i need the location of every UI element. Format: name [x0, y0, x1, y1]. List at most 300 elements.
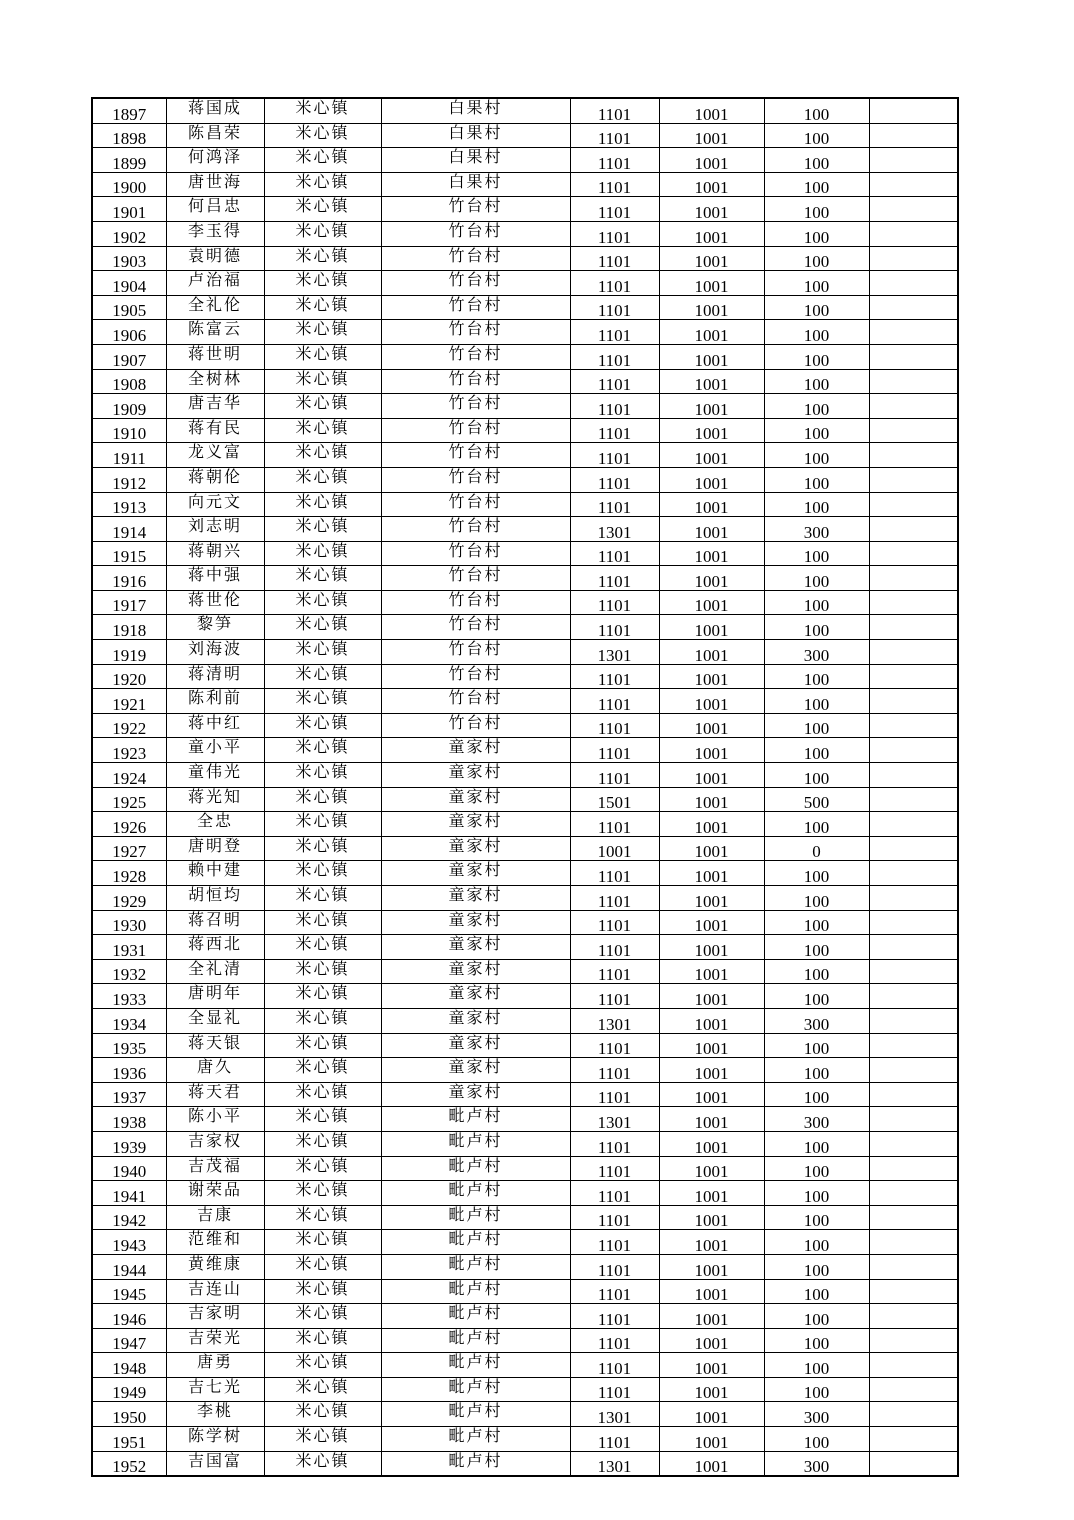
amount-cell: 100 [764, 295, 869, 320]
amount-cell: 100 [764, 713, 869, 738]
table-row [92, 492, 958, 517]
serial-number-cell: 1944 [92, 1254, 166, 1279]
remark-cell [869, 812, 958, 837]
value-b-cell: 1001 [659, 394, 764, 419]
remark-cell [869, 271, 958, 296]
name-cell: 蒋有民 [166, 418, 264, 443]
table-row [92, 763, 958, 788]
name-cell: 唐勇 [166, 1353, 264, 1378]
amount-cell: 100 [764, 1033, 869, 1058]
serial-number-cell: 1897 [92, 98, 166, 123]
town-cell: 米心镇 [264, 615, 381, 640]
amount-cell: 300 [764, 1107, 869, 1132]
remark-cell [869, 1328, 958, 1353]
serial-number-cell: 1930 [92, 910, 166, 935]
amount-cell: 100 [764, 492, 869, 517]
serial-number-cell: 1936 [92, 1058, 166, 1083]
name-cell: 童小平 [166, 738, 264, 763]
remark-cell [869, 984, 958, 1009]
value-a-cell: 1101 [570, 1279, 659, 1304]
amount-cell: 100 [764, 344, 869, 369]
amount-cell: 100 [764, 738, 869, 763]
value-a-cell: 1101 [570, 295, 659, 320]
amount-cell: 500 [764, 787, 869, 812]
value-a-cell: 1101 [570, 394, 659, 419]
serial-number-cell: 1937 [92, 1082, 166, 1107]
table-row [92, 1304, 958, 1329]
table-row [92, 246, 958, 271]
value-a-cell: 1301 [570, 1402, 659, 1427]
name-cell: 黎笋 [166, 615, 264, 640]
value-a-cell: 1101 [570, 541, 659, 566]
name-cell: 蒋天银 [166, 1033, 264, 1058]
value-a-cell: 1101 [570, 271, 659, 296]
remark-cell [869, 1353, 958, 1378]
serial-number-cell: 1931 [92, 935, 166, 960]
table-row [92, 1033, 958, 1058]
remark-cell [869, 861, 958, 886]
name-cell: 吉七光 [166, 1377, 264, 1402]
value-a-cell: 1101 [570, 1230, 659, 1255]
value-a-cell: 1301 [570, 1107, 659, 1132]
value-a-cell: 1101 [570, 1304, 659, 1329]
value-b-cell: 1001 [659, 123, 764, 148]
serial-number-cell: 1901 [92, 197, 166, 222]
value-b-cell: 1001 [659, 1205, 764, 1230]
town-cell: 米心镇 [264, 1402, 381, 1427]
village-cell: 童家村 [381, 1082, 570, 1107]
amount-cell: 100 [764, 984, 869, 1009]
value-b-cell: 1001 [659, 1304, 764, 1329]
remark-cell [869, 1205, 958, 1230]
remark-cell [869, 443, 958, 468]
value-a-cell: 1501 [570, 787, 659, 812]
town-cell: 米心镇 [264, 246, 381, 271]
value-a-cell: 1101 [570, 886, 659, 911]
value-a-cell: 1101 [570, 1427, 659, 1452]
remark-cell [869, 1058, 958, 1083]
table-row [92, 713, 958, 738]
value-b-cell: 1001 [659, 935, 764, 960]
value-b-cell: 1001 [659, 1033, 764, 1058]
village-cell: 竹台村 [381, 221, 570, 246]
serial-number-cell: 1939 [92, 1131, 166, 1156]
village-cell: 童家村 [381, 910, 570, 935]
village-cell: 毗卢村 [381, 1377, 570, 1402]
serial-number-cell: 1917 [92, 590, 166, 615]
remark-cell [869, 1304, 958, 1329]
serial-number-cell: 1903 [92, 246, 166, 271]
remark-cell [869, 172, 958, 197]
name-cell: 唐吉华 [166, 394, 264, 419]
town-cell: 米心镇 [264, 1254, 381, 1279]
value-a-cell: 1101 [570, 713, 659, 738]
village-cell: 毗卢村 [381, 1451, 570, 1476]
name-cell: 李桃 [166, 1402, 264, 1427]
remark-cell [869, 344, 958, 369]
serial-number-cell: 1933 [92, 984, 166, 1009]
amount-cell: 100 [764, 394, 869, 419]
serial-number-cell: 1928 [92, 861, 166, 886]
remark-cell [869, 221, 958, 246]
table-row [92, 836, 958, 861]
table-row [92, 517, 958, 542]
remark-cell [869, 836, 958, 861]
name-cell: 黄维康 [166, 1254, 264, 1279]
serial-number-cell: 1946 [92, 1304, 166, 1329]
value-a-cell: 1301 [570, 1451, 659, 1476]
value-a-cell: 1001 [570, 836, 659, 861]
village-cell: 竹台村 [381, 295, 570, 320]
value-b-cell: 1001 [659, 467, 764, 492]
remark-cell [869, 689, 958, 714]
name-cell: 卢治福 [166, 271, 264, 296]
serial-number-cell: 1927 [92, 836, 166, 861]
value-b-cell: 1001 [659, 295, 764, 320]
town-cell: 米心镇 [264, 221, 381, 246]
name-cell: 全礼清 [166, 959, 264, 984]
value-b-cell: 1001 [659, 615, 764, 640]
amount-cell: 100 [764, 1156, 869, 1181]
table-row [92, 221, 958, 246]
serial-number-cell: 1918 [92, 615, 166, 640]
amount-cell: 100 [764, 98, 869, 123]
table-row [92, 197, 958, 222]
amount-cell: 100 [764, 861, 869, 886]
table-row [92, 664, 958, 689]
town-cell: 米心镇 [264, 394, 381, 419]
value-b-cell: 1001 [659, 1181, 764, 1206]
value-a-cell: 1101 [570, 197, 659, 222]
name-cell: 谢荣品 [166, 1181, 264, 1206]
town-cell: 米心镇 [264, 148, 381, 173]
serial-number-cell: 1934 [92, 1008, 166, 1033]
amount-cell: 100 [764, 1353, 869, 1378]
remark-cell [869, 1427, 958, 1452]
value-b-cell: 1001 [659, 664, 764, 689]
village-cell: 竹台村 [381, 246, 570, 271]
name-cell: 全树林 [166, 369, 264, 394]
town-cell: 米心镇 [264, 763, 381, 788]
town-cell: 米心镇 [264, 590, 381, 615]
town-cell: 米心镇 [264, 738, 381, 763]
serial-number-cell: 1904 [92, 271, 166, 296]
value-b-cell: 1001 [659, 861, 764, 886]
town-cell: 米心镇 [264, 320, 381, 345]
remark-cell [869, 123, 958, 148]
amount-cell: 100 [764, 320, 869, 345]
amount-cell: 300 [764, 640, 869, 665]
value-a-cell: 1101 [570, 1205, 659, 1230]
serial-number-cell: 1916 [92, 566, 166, 591]
name-cell: 蒋朝伦 [166, 467, 264, 492]
name-cell: 蒋中强 [166, 566, 264, 591]
amount-cell: 100 [764, 418, 869, 443]
serial-number-cell: 1950 [92, 1402, 166, 1427]
serial-number-cell: 1938 [92, 1107, 166, 1132]
name-cell: 向元文 [166, 492, 264, 517]
amount-cell: 100 [764, 541, 869, 566]
value-a-cell: 1101 [570, 861, 659, 886]
name-cell: 吉家明 [166, 1304, 264, 1329]
table-row [92, 1279, 958, 1304]
serial-number-cell: 1899 [92, 148, 166, 173]
value-a-cell: 1101 [570, 1082, 659, 1107]
serial-number-cell: 1921 [92, 689, 166, 714]
name-cell: 陈小平 [166, 1107, 264, 1132]
amount-cell: 100 [764, 1328, 869, 1353]
value-b-cell: 1001 [659, 344, 764, 369]
amount-cell: 100 [764, 246, 869, 271]
town-cell: 米心镇 [264, 197, 381, 222]
value-b-cell: 1001 [659, 1377, 764, 1402]
village-cell: 竹台村 [381, 541, 570, 566]
town-cell: 米心镇 [264, 1033, 381, 1058]
table-row [92, 172, 958, 197]
town-cell: 米心镇 [264, 517, 381, 542]
village-cell: 毗卢村 [381, 1254, 570, 1279]
village-cell: 竹台村 [381, 689, 570, 714]
value-b-cell: 1001 [659, 984, 764, 1009]
village-cell: 毗卢村 [381, 1205, 570, 1230]
table-row [92, 1377, 958, 1402]
remark-cell [869, 1008, 958, 1033]
name-cell: 吉连山 [166, 1279, 264, 1304]
town-cell: 米心镇 [264, 1377, 381, 1402]
amount-cell: 100 [764, 812, 869, 837]
table-row [92, 1328, 958, 1353]
remark-cell [869, 1279, 958, 1304]
value-a-cell: 1101 [570, 910, 659, 935]
serial-number-cell: 1935 [92, 1033, 166, 1058]
village-cell: 竹台村 [381, 640, 570, 665]
value-a-cell: 1101 [570, 959, 659, 984]
town-cell: 米心镇 [264, 98, 381, 123]
village-cell: 毗卢村 [381, 1279, 570, 1304]
serial-number-cell: 1911 [92, 443, 166, 468]
village-cell: 白果村 [381, 123, 570, 148]
value-a-cell: 1101 [570, 566, 659, 591]
serial-number-cell: 1920 [92, 664, 166, 689]
value-b-cell: 1001 [659, 910, 764, 935]
value-b-cell: 1001 [659, 320, 764, 345]
name-cell: 陈利前 [166, 689, 264, 714]
remark-cell [869, 1254, 958, 1279]
amount-cell: 100 [764, 271, 869, 296]
table-row [92, 1451, 958, 1476]
table-row [92, 394, 958, 419]
table-row [92, 467, 958, 492]
amount-cell: 100 [764, 221, 869, 246]
value-a-cell: 1101 [570, 443, 659, 468]
value-a-cell: 1101 [570, 148, 659, 173]
value-b-cell: 1001 [659, 1131, 764, 1156]
town-cell: 米心镇 [264, 1230, 381, 1255]
value-b-cell: 1001 [659, 566, 764, 591]
value-b-cell: 1001 [659, 1402, 764, 1427]
name-cell: 蒋天君 [166, 1082, 264, 1107]
value-a-cell: 1101 [570, 1156, 659, 1181]
town-cell: 米心镇 [264, 295, 381, 320]
remark-cell [869, 197, 958, 222]
town-cell: 米心镇 [264, 1427, 381, 1452]
amount-cell: 100 [764, 1131, 869, 1156]
village-cell: 童家村 [381, 1058, 570, 1083]
name-cell: 刘海波 [166, 640, 264, 665]
value-a-cell: 1101 [570, 812, 659, 837]
value-b-cell: 1001 [659, 763, 764, 788]
name-cell: 龙义富 [166, 443, 264, 468]
serial-number-cell: 1951 [92, 1427, 166, 1452]
serial-number-cell: 1949 [92, 1377, 166, 1402]
remark-cell [869, 492, 958, 517]
amount-cell: 100 [764, 1082, 869, 1107]
remark-cell [869, 394, 958, 419]
value-b-cell: 1001 [659, 418, 764, 443]
value-a-cell: 1301 [570, 517, 659, 542]
amount-cell: 100 [764, 590, 869, 615]
remark-cell [869, 886, 958, 911]
name-cell: 吉家权 [166, 1131, 264, 1156]
name-cell: 刘志明 [166, 517, 264, 542]
village-cell: 童家村 [381, 886, 570, 911]
remark-cell [869, 246, 958, 271]
town-cell: 米心镇 [264, 1107, 381, 1132]
value-a-cell: 1101 [570, 320, 659, 345]
value-b-cell: 1001 [659, 369, 764, 394]
amount-cell: 100 [764, 664, 869, 689]
name-cell: 唐明登 [166, 836, 264, 861]
serial-number-cell: 1923 [92, 738, 166, 763]
serial-number-cell: 1907 [92, 344, 166, 369]
name-cell: 童伟光 [166, 763, 264, 788]
table-row [92, 418, 958, 443]
remark-cell [869, 738, 958, 763]
village-cell: 童家村 [381, 984, 570, 1009]
value-b-cell: 1001 [659, 492, 764, 517]
table-row [92, 959, 958, 984]
remark-cell [869, 664, 958, 689]
village-cell: 竹台村 [381, 394, 570, 419]
value-b-cell: 1001 [659, 1156, 764, 1181]
village-cell: 竹台村 [381, 492, 570, 517]
table-row [92, 98, 958, 123]
name-cell: 陈学树 [166, 1427, 264, 1452]
table-row [92, 812, 958, 837]
table-row [92, 148, 958, 173]
village-cell: 童家村 [381, 959, 570, 984]
remark-cell [869, 467, 958, 492]
name-cell: 全忠 [166, 812, 264, 837]
value-a-cell: 1101 [570, 738, 659, 763]
name-cell: 吉茂福 [166, 1156, 264, 1181]
town-cell: 米心镇 [264, 910, 381, 935]
value-a-cell: 1101 [570, 1353, 659, 1378]
table-row [92, 1230, 958, 1255]
village-cell: 毗卢村 [381, 1131, 570, 1156]
serial-number-cell: 1902 [92, 221, 166, 246]
amount-cell: 100 [764, 443, 869, 468]
serial-number-cell: 1898 [92, 123, 166, 148]
serial-number-cell: 1919 [92, 640, 166, 665]
serial-number-cell: 1940 [92, 1156, 166, 1181]
village-cell: 童家村 [381, 812, 570, 837]
name-cell: 蒋世伦 [166, 590, 264, 615]
village-cell: 竹台村 [381, 467, 570, 492]
value-a-cell: 1101 [570, 492, 659, 517]
value-b-cell: 1001 [659, 812, 764, 837]
value-a-cell: 1101 [570, 369, 659, 394]
serial-number-cell: 1948 [92, 1353, 166, 1378]
remark-cell [869, 640, 958, 665]
village-cell: 毗卢村 [381, 1353, 570, 1378]
serial-number-cell: 1922 [92, 713, 166, 738]
village-cell: 毗卢村 [381, 1181, 570, 1206]
value-a-cell: 1101 [570, 689, 659, 714]
value-a-cell: 1101 [570, 221, 659, 246]
name-cell: 蒋朝兴 [166, 541, 264, 566]
value-b-cell: 1001 [659, 541, 764, 566]
remark-cell [869, 418, 958, 443]
table-row [92, 1205, 958, 1230]
amount-cell: 100 [764, 1279, 869, 1304]
village-cell: 童家村 [381, 1008, 570, 1033]
amount-cell: 100 [764, 369, 869, 394]
table-row [92, 1254, 958, 1279]
table-row [92, 1156, 958, 1181]
remark-cell [869, 1451, 958, 1476]
amount-cell: 300 [764, 1451, 869, 1476]
remark-cell [869, 1082, 958, 1107]
value-a-cell: 1101 [570, 664, 659, 689]
town-cell: 米心镇 [264, 1304, 381, 1329]
village-cell: 毗卢村 [381, 1328, 570, 1353]
amount-cell: 100 [764, 172, 869, 197]
roster-table [91, 97, 959, 1477]
remark-cell [869, 910, 958, 935]
village-cell: 童家村 [381, 763, 570, 788]
value-a-cell: 1301 [570, 640, 659, 665]
serial-number-cell: 1912 [92, 467, 166, 492]
amount-cell: 100 [764, 123, 869, 148]
village-cell: 童家村 [381, 836, 570, 861]
value-a-cell: 1101 [570, 1131, 659, 1156]
serial-number-cell: 1947 [92, 1328, 166, 1353]
serial-number-cell: 1952 [92, 1451, 166, 1476]
value-b-cell: 1001 [659, 1082, 764, 1107]
value-b-cell: 1001 [659, 590, 764, 615]
town-cell: 米心镇 [264, 1131, 381, 1156]
village-cell: 竹台村 [381, 713, 570, 738]
value-b-cell: 1001 [659, 1254, 764, 1279]
value-b-cell: 1001 [659, 1279, 764, 1304]
village-cell: 童家村 [381, 861, 570, 886]
town-cell: 米心镇 [264, 1008, 381, 1033]
town-cell: 米心镇 [264, 836, 381, 861]
table-row [92, 1058, 958, 1083]
value-b-cell: 1001 [659, 836, 764, 861]
amount-cell: 100 [764, 935, 869, 960]
village-cell: 毗卢村 [381, 1402, 570, 1427]
amount-cell: 100 [764, 197, 869, 222]
remark-cell [869, 590, 958, 615]
value-b-cell: 1001 [659, 1451, 764, 1476]
table-row [92, 1427, 958, 1452]
village-cell: 竹台村 [381, 369, 570, 394]
value-b-cell: 1001 [659, 738, 764, 763]
value-a-cell: 1101 [570, 1033, 659, 1058]
serial-number-cell: 1913 [92, 492, 166, 517]
